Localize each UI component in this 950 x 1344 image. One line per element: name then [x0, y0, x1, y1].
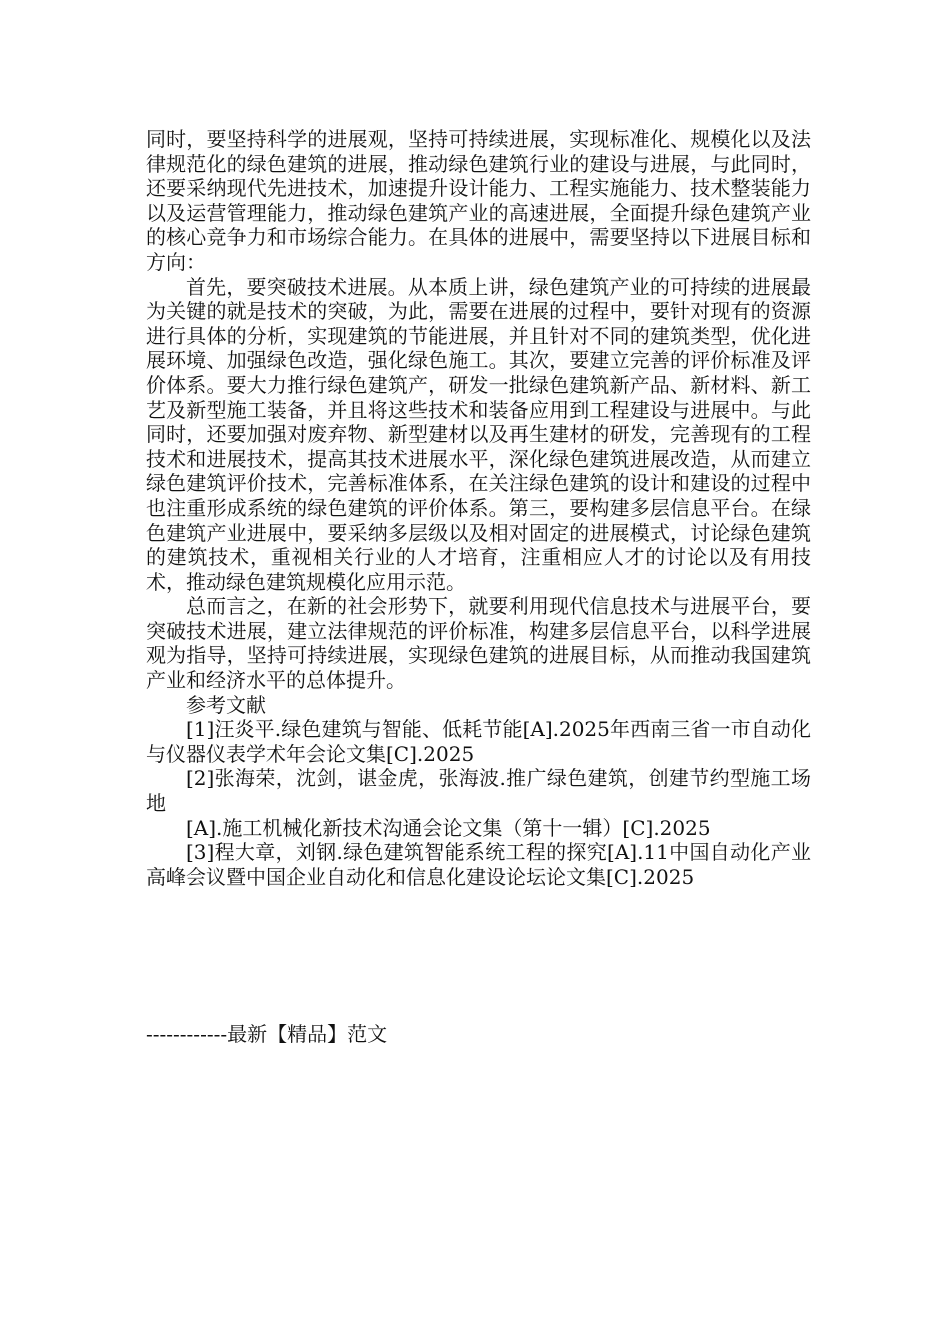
references-heading: 参考文献	[186, 692, 266, 717]
reference-item: [1]汪炎平.绿色建筑与智能、低耗节能[A].2025年西南三省一市自动化与仪器仪表学术年会论文集[C].2025	[146, 717, 811, 766]
footer-label: ------------最新【精品】范文	[146, 1022, 388, 1046]
reference-item: [3]程大章，刘钢.绿色建筑智能系统工程的探究[A].11中国自动化产业高峰会议暨中国企业自动化和信息化建设论坛论文集[C].2025	[146, 840, 811, 889]
document-body	[146, 127, 811, 889]
reference-item: [2]张海荣，沈剑，谌金虎，张海波.推广绿色建筑，创建节约型施工场地	[146, 766, 811, 816]
paragraph-intro: 同时，要坚持科学的进展观，坚持可持续进展，实现标准化、规模化以及法律规范化的绿色建筑的进展，推动绿色建筑行业的建设与进展，与此同时，还要采纳现代先进技术，加速提升设计能力、工程实施能力、技术整装能力以及运营管理能力，推动绿色建筑产业的高速进展，全面提升绿色建筑产业的核心竞争力和市场综合能力。在具体的进展中，需要坚持以下进展目标和方向：	[146, 127, 811, 274]
paragraph-measures: 首先，要突破技术进展。从本质上讲，绿色建筑产业的可持续的进展最为关键的就是技术的突破，为此，需要在进展的过程中，要针对现有的资源进行具体的分析，实现建筑的节能进展，并且针对不同的建筑类型，优化进展环境、加强绿色改造，强化绿色施工。其次，要建立完善的评价标准及评价体系。要大力推行绿色建筑产，研发一批绿色建筑新产品、新材料、新工艺及新型施工装备，并且将这些技术和装备应用到工程建设与进展中。与此同时，还要加强对废弃物、新型建材以及再生建材的研发，完善现有的工程技术和进展技术，提高其技术进展水平，深化绿色建筑进展改造，从而建立绿色建筑评价技术，完善标准体系，在关注绿色建筑的设计和建设的过程中也注重形成系统的绿色建筑的评价体系。第三，要构建多层信息平台。在绿色建筑产业进展中，要采纳多层级以及相对固定的进展模式，讨论绿色建筑的建筑技术，重视相关行业的人才培育，注重相应人才的讨论以及有用技术，推动绿色建筑规模化应用示范。	[146, 274, 811, 594]
reference-item: [A].施工机械化新技术沟通会论文集（第十一辑）[C].2025	[186, 815, 711, 840]
paragraph-conclusion: 总而言之，在新的社会形势下，就要利用现代信息技术与进展平台，要突破技术进展，建立法律规范的评价标准，构建多层信息平台，以科学进展观为指导，坚持可持续进展，实现绿色建筑的进展目标，从而推动我国建筑产业和经济水平的总体提升。	[146, 594, 811, 693]
